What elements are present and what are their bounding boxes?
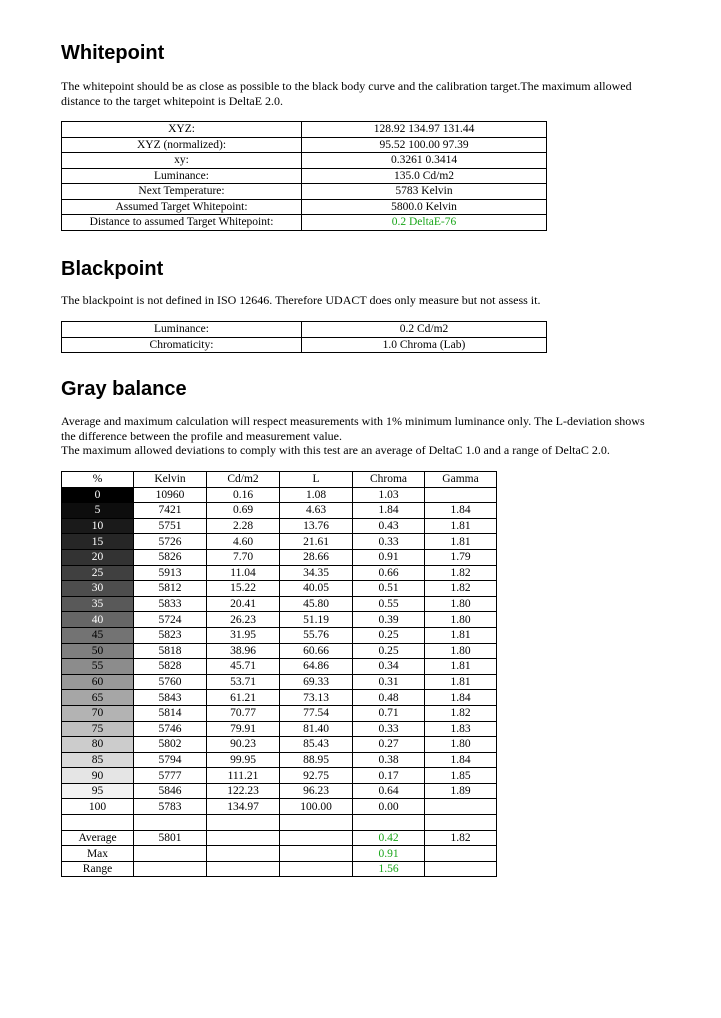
gamma-cell: 1.82 — [425, 565, 497, 581]
table-row — [62, 674, 497, 690]
percent-cell: 10 — [62, 518, 134, 534]
whitepoint-label: xy: — [62, 153, 302, 169]
gamma-cell: 1.82 — [425, 581, 497, 597]
luminance-cell: 53.71 — [207, 674, 280, 690]
chroma-cell: 0.25 — [353, 643, 425, 659]
blackpoint-value: 0.2 Cd/m2 — [302, 322, 547, 338]
table-row — [62, 783, 497, 799]
table-row — [62, 799, 497, 815]
table-row — [62, 721, 497, 737]
whitepoint-row — [62, 122, 547, 138]
kelvin-cell: 5843 — [134, 690, 207, 706]
chroma-cell: 0.38 — [353, 752, 425, 768]
whitepoint-label: XYZ: — [62, 122, 302, 138]
empty-cell — [353, 815, 425, 831]
blackpoint-description: The blackpoint is not defined in ISO 12646. Therefore UDACT does only measure but not assess it. — [61, 293, 541, 307]
percent-cell: 35 — [62, 596, 134, 612]
kelvin-cell: 5913 — [134, 565, 207, 581]
l-cell: 60.66 — [280, 643, 353, 659]
chroma-cell: 1.03 — [353, 487, 425, 503]
percent-cell: 0 — [62, 487, 134, 503]
l-cell: 69.33 — [280, 674, 353, 690]
luminance-cell: 20.41 — [207, 596, 280, 612]
summary-chroma: 0.91 — [353, 846, 425, 862]
empty-cell — [207, 846, 280, 862]
percent-cell: 30 — [62, 581, 134, 597]
percent-cell: 45 — [62, 627, 134, 643]
kelvin-cell: 5823 — [134, 627, 207, 643]
empty-cell — [280, 846, 353, 862]
gamma-cell: 1.80 — [425, 643, 497, 659]
luminance-cell: 11.04 — [207, 565, 280, 581]
luminance-cell: 0.16 — [207, 487, 280, 503]
percent-cell: 80 — [62, 737, 134, 753]
summary-chroma: 1.56 — [353, 861, 425, 877]
gamma-cell: 1.81 — [425, 659, 497, 675]
column-header: L — [280, 472, 353, 488]
chroma-cell: 0.39 — [353, 612, 425, 628]
chroma-cell: 0.34 — [353, 659, 425, 675]
summary-row — [62, 846, 497, 862]
chroma-cell: 0.91 — [353, 549, 425, 565]
luminance-cell: 134.97 — [207, 799, 280, 815]
luminance-cell: 4.60 — [207, 534, 280, 550]
kelvin-cell: 7421 — [134, 503, 207, 519]
whitepoint-label: Assumed Target Whitepoint: — [62, 199, 302, 215]
chroma-cell: 0.27 — [353, 737, 425, 753]
blackpoint-table — [61, 321, 547, 353]
gray-balance-limits: The maximum allowed deviations to comply with this test are an average of DeltaC 1.0 and a range of DeltaC 2.0. — [61, 443, 610, 457]
kelvin-cell: 5802 — [134, 737, 207, 753]
blackpoint-row — [62, 322, 547, 338]
whitepoint-value: 5783 Kelvin — [302, 184, 547, 200]
gamma-cell: 1.83 — [425, 721, 497, 737]
percent-cell: 95 — [62, 783, 134, 799]
whitepoint-label: Next Temperature: — [62, 184, 302, 200]
chroma-cell: 0.25 — [353, 627, 425, 643]
whitepoint-row — [62, 199, 547, 215]
gamma-cell: 1.80 — [425, 737, 497, 753]
gamma-cell: 1.89 — [425, 783, 497, 799]
gray-balance-table — [61, 471, 497, 877]
percent-cell: 75 — [62, 721, 134, 737]
summary-label: Range — [62, 861, 134, 877]
gamma-cell: 1.82 — [425, 705, 497, 721]
kelvin-cell: 5777 — [134, 768, 207, 784]
percent-cell: 60 — [62, 674, 134, 690]
gray-balance-description — [61, 414, 661, 458]
gamma-cell: 1.81 — [425, 627, 497, 643]
chroma-cell: 0.43 — [353, 518, 425, 534]
l-cell: 85.43 — [280, 737, 353, 753]
gray-balance-header-row — [62, 472, 497, 488]
whitepoint-row — [62, 184, 547, 200]
kelvin-cell: 5726 — [134, 534, 207, 550]
table-row — [62, 596, 497, 612]
column-header: % — [62, 472, 134, 488]
summary-kelvin — [134, 861, 207, 877]
whitepoint-row — [62, 168, 547, 184]
column-header: Kelvin — [134, 472, 207, 488]
empty-cell — [280, 861, 353, 877]
luminance-cell: 26.23 — [207, 612, 280, 628]
chroma-cell: 0.71 — [353, 705, 425, 721]
l-cell: 88.95 — [280, 752, 353, 768]
luminance-cell: 2.28 — [207, 518, 280, 534]
l-cell: 64.86 — [280, 659, 353, 675]
gamma-cell: 1.79 — [425, 549, 497, 565]
luminance-cell: 15.22 — [207, 581, 280, 597]
table-row — [62, 768, 497, 784]
luminance-cell: 7.70 — [207, 549, 280, 565]
chroma-cell: 0.00 — [353, 799, 425, 815]
table-row — [62, 705, 497, 721]
chroma-cell: 0.48 — [353, 690, 425, 706]
whitepoint-label: Distance to assumed Target Whitepoint: — [62, 215, 302, 231]
kelvin-cell: 5814 — [134, 705, 207, 721]
table-row — [62, 659, 497, 675]
gamma-cell: 1.81 — [425, 674, 497, 690]
gamma-cell: 1.80 — [425, 596, 497, 612]
blackpoint-row — [62, 337, 547, 353]
l-cell: 55.76 — [280, 627, 353, 643]
kelvin-cell: 5833 — [134, 596, 207, 612]
luminance-cell: 70.77 — [207, 705, 280, 721]
whitepoint-value: 0.2 DeltaE-76 — [302, 215, 547, 231]
chroma-cell: 0.64 — [353, 783, 425, 799]
percent-cell: 85 — [62, 752, 134, 768]
empty-cell — [425, 815, 497, 831]
table-row — [62, 549, 497, 565]
summary-label: Average — [62, 830, 134, 846]
summary-gamma — [425, 861, 497, 877]
kelvin-cell: 5812 — [134, 581, 207, 597]
column-header: Gamma — [425, 472, 497, 488]
whitepoint-value: 5800.0 Kelvin — [302, 199, 547, 215]
summary-chroma: 0.42 — [353, 830, 425, 846]
percent-cell: 40 — [62, 612, 134, 628]
percent-cell: 70 — [62, 705, 134, 721]
luminance-cell: 45.71 — [207, 659, 280, 675]
table-row — [62, 534, 497, 550]
whitepoint-row — [62, 153, 547, 169]
empty-cell — [207, 815, 280, 831]
summary-row — [62, 830, 497, 846]
whitepoint-label: XYZ (normalized): — [62, 137, 302, 153]
chroma-cell: 0.55 — [353, 596, 425, 612]
gamma-cell: 1.80 — [425, 612, 497, 628]
summary-row — [62, 861, 497, 877]
percent-cell: 20 — [62, 549, 134, 565]
whitepoint-row — [62, 137, 547, 153]
l-cell: 96.23 — [280, 783, 353, 799]
l-cell: 77.54 — [280, 705, 353, 721]
gray-balance-heading: Gray balance — [61, 378, 187, 400]
whitepoint-label: Luminance: — [62, 168, 302, 184]
chroma-cell: 0.33 — [353, 721, 425, 737]
chroma-cell: 0.31 — [353, 674, 425, 690]
gamma-cell: 1.81 — [425, 518, 497, 534]
kelvin-cell: 5746 — [134, 721, 207, 737]
luminance-cell: 122.23 — [207, 783, 280, 799]
chroma-cell: 1.84 — [353, 503, 425, 519]
percent-cell: 55 — [62, 659, 134, 675]
blackpoint-heading: Blackpoint — [61, 258, 164, 280]
luminance-cell: 31.95 — [207, 627, 280, 643]
percent-cell: 5 — [62, 503, 134, 519]
l-cell: 45.80 — [280, 596, 353, 612]
l-cell: 34.35 — [280, 565, 353, 581]
table-row — [62, 581, 497, 597]
percent-cell: 90 — [62, 768, 134, 784]
summary-gamma: 1.82 — [425, 830, 497, 846]
luminance-cell: 79.91 — [207, 721, 280, 737]
whitepoint-value: 0.3261 0.3414 — [302, 153, 547, 169]
percent-cell: 65 — [62, 690, 134, 706]
luminance-cell: 90.23 — [207, 737, 280, 753]
whitepoint-description: The whitepoint should be as close as possible to the black body curve and the calibration target.The maximum allowed distance to the target whitepoint is DeltaE 2.0. — [61, 79, 632, 108]
luminance-cell: 111.21 — [207, 768, 280, 784]
chroma-cell: 0.33 — [353, 534, 425, 550]
whitepoint-row — [62, 215, 547, 231]
gamma-cell — [425, 487, 497, 503]
l-cell: 92.75 — [280, 768, 353, 784]
table-row — [62, 487, 497, 503]
l-cell: 28.66 — [280, 549, 353, 565]
percent-cell: 25 — [62, 565, 134, 581]
kelvin-cell: 5760 — [134, 674, 207, 690]
gamma-cell: 1.84 — [425, 690, 497, 706]
gamma-cell: 1.85 — [425, 768, 497, 784]
luminance-cell: 99.95 — [207, 752, 280, 768]
summary-kelvin — [134, 846, 207, 862]
l-cell: 51.19 — [280, 612, 353, 628]
empty-cell — [280, 830, 353, 846]
chroma-cell: 0.66 — [353, 565, 425, 581]
gamma-cell: 1.81 — [425, 534, 497, 550]
empty-cell — [207, 861, 280, 877]
l-cell: 4.63 — [280, 503, 353, 519]
gray-balance-note: Average and maximum calculation will respect measurements with 1% minimum luminance only. The L-deviation shows the difference between the profile and measurement value. — [61, 414, 645, 443]
kelvin-cell: 5818 — [134, 643, 207, 659]
kelvin-cell: 5794 — [134, 752, 207, 768]
spacer-row — [62, 815, 497, 831]
empty-cell — [134, 815, 207, 831]
table-row — [62, 643, 497, 659]
table-row — [62, 612, 497, 628]
l-cell: 21.61 — [280, 534, 353, 550]
column-header: Chroma — [353, 472, 425, 488]
percent-cell: 15 — [62, 534, 134, 550]
empty-cell — [207, 830, 280, 846]
blackpoint-label: Luminance: — [62, 322, 302, 338]
l-cell: 100.00 — [280, 799, 353, 815]
whitepoint-table — [61, 121, 547, 231]
l-cell: 40.05 — [280, 581, 353, 597]
kelvin-cell: 10960 — [134, 487, 207, 503]
blackpoint-label: Chromaticity: — [62, 337, 302, 353]
table-row — [62, 503, 497, 519]
luminance-cell: 0.69 — [207, 503, 280, 519]
blackpoint-value: 1.0 Chroma (Lab) — [302, 337, 547, 353]
whitepoint-value: 128.92 134.97 131.44 — [302, 122, 547, 138]
l-cell: 73.13 — [280, 690, 353, 706]
kelvin-cell: 5828 — [134, 659, 207, 675]
gamma-cell — [425, 799, 497, 815]
luminance-cell: 61.21 — [207, 690, 280, 706]
gamma-cell: 1.84 — [425, 503, 497, 519]
kelvin-cell: 5826 — [134, 549, 207, 565]
kelvin-cell: 5751 — [134, 518, 207, 534]
summary-label: Max — [62, 846, 134, 862]
column-header: Cd/m2 — [207, 472, 280, 488]
table-row — [62, 752, 497, 768]
summary-gamma — [425, 846, 497, 862]
kelvin-cell: 5724 — [134, 612, 207, 628]
empty-cell — [280, 815, 353, 831]
l-cell: 1.08 — [280, 487, 353, 503]
table-row — [62, 518, 497, 534]
gamma-cell: 1.84 — [425, 752, 497, 768]
chroma-cell: 0.17 — [353, 768, 425, 784]
table-row — [62, 627, 497, 643]
table-row — [62, 565, 497, 581]
percent-cell: 100 — [62, 799, 134, 815]
empty-cell — [62, 815, 134, 831]
whitepoint-value: 95.52 100.00 97.39 — [302, 137, 547, 153]
table-row — [62, 690, 497, 706]
percent-cell: 50 — [62, 643, 134, 659]
chroma-cell: 0.51 — [353, 581, 425, 597]
table-row — [62, 737, 497, 753]
kelvin-cell: 5783 — [134, 799, 207, 815]
luminance-cell: 38.96 — [207, 643, 280, 659]
summary-kelvin: 5801 — [134, 830, 207, 846]
l-cell: 81.40 — [280, 721, 353, 737]
kelvin-cell: 5846 — [134, 783, 207, 799]
l-cell: 13.76 — [280, 518, 353, 534]
whitepoint-heading: Whitepoint — [61, 42, 165, 64]
whitepoint-value: 135.0 Cd/m2 — [302, 168, 547, 184]
